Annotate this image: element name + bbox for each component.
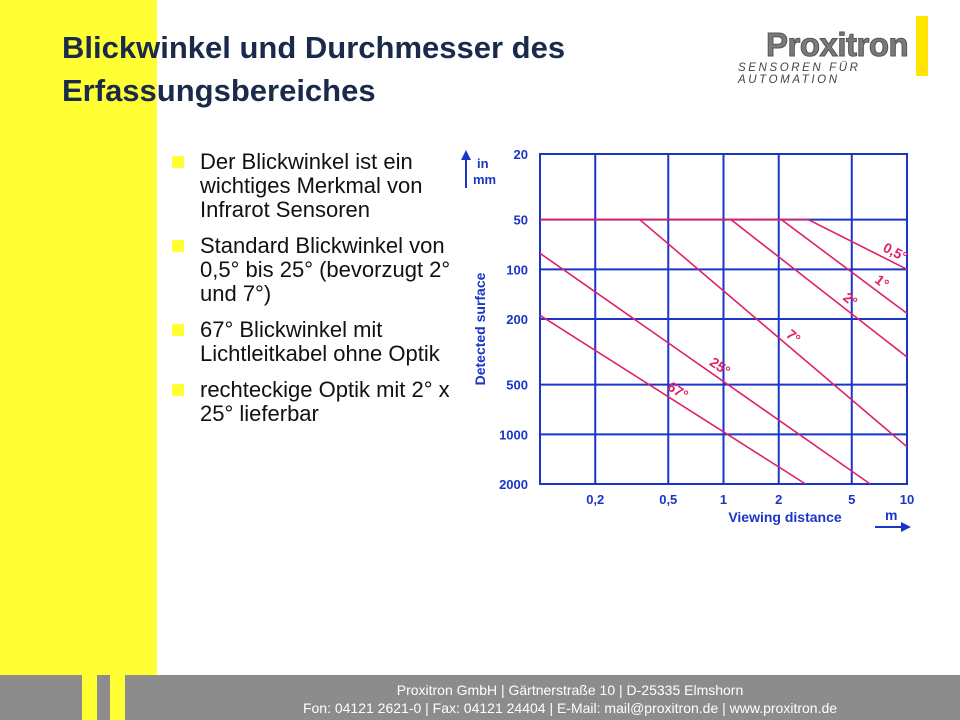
- viewing-angle-chart: [455, 140, 935, 540]
- bullet-item: [172, 150, 457, 222]
- bullet-item: [172, 378, 457, 426]
- series-line-25: [540, 253, 870, 484]
- footer-stripe: [82, 675, 97, 720]
- x-tick-label: 5: [848, 492, 856, 507]
- page-title: Blickwinkel und Durchmesser des Erfassungsbereiches: [62, 30, 566, 108]
- series-label: 67°: [664, 378, 692, 404]
- bullet-square-icon: [172, 156, 184, 168]
- series-label: 7°: [783, 325, 804, 347]
- footer-contact: Fon: 04121 2621-0 | Fax: 04121 24404 | E-Mail: mail@proxitron.de | www.proxitron.de: [302, 700, 838, 716]
- x-tick-label: 0,5: [659, 492, 678, 507]
- bullet-square-icon: [172, 384, 184, 396]
- bullet-text: Der Blickwinkel ist ein wichtiges Merkmal von Infrarot Sensoren: [200, 149, 423, 222]
- proxitron-logo: [730, 14, 952, 84]
- y-unit-label: mm: [473, 172, 497, 187]
- x-axis-title: Viewing distance: [728, 509, 842, 525]
- x-tick-label: 10: [899, 492, 915, 507]
- logo-tagline: SENSOREN FÜR AUTOMATION: [738, 62, 861, 86]
- bullet-item: [172, 234, 457, 306]
- y-tick-label: 100: [506, 262, 528, 278]
- x-unit-label: m: [885, 507, 898, 523]
- logo-wordmark: Proxitron: [766, 26, 909, 63]
- x-axis-arrowhead-icon: [901, 522, 911, 532]
- footer-stripe: [110, 675, 125, 720]
- series-label: 2°: [840, 288, 861, 310]
- bullet-item: [172, 318, 457, 366]
- x-tick-label: 1: [719, 492, 728, 507]
- footer-address: Proxitron GmbH | Gärtnerstraße 10 | D-25335 Elmshorn: [396, 682, 744, 698]
- bullet-list: [172, 150, 457, 438]
- series-line-67: [540, 315, 806, 484]
- footer: [0, 675, 960, 720]
- y-axis-arrowhead-icon: [461, 150, 471, 160]
- y-tick-label: 20: [513, 147, 528, 162]
- bullet-text: rechteckige Optik mit 2° x 25° lieferbar: [200, 377, 450, 426]
- x-tick-label: 2: [775, 492, 783, 507]
- series-label: 0,5°: [880, 239, 911, 265]
- bullet-square-icon: [172, 324, 184, 336]
- y-tick-label: 1000: [499, 427, 528, 443]
- y-axis-title: Detected surface: [472, 272, 488, 386]
- y-tick-label: 2000: [499, 477, 528, 492]
- y-tick-label: 500: [506, 377, 528, 393]
- y-tick-label: 200: [506, 312, 528, 327]
- x-tick-label: 0,2: [586, 492, 605, 507]
- bullet-text: 67° Blickwinkel mit Lichtleitkabel ohne Optik: [200, 317, 440, 366]
- series-label: 1°: [871, 271, 893, 293]
- bullet-text: Standard Blickwinkel von 0,5° bis 25° (bevorzugt 2° und 7°): [200, 233, 451, 306]
- y-unit-label: in: [477, 156, 489, 171]
- bullet-square-icon: [172, 240, 184, 252]
- series-label: 25°: [706, 353, 734, 379]
- y-tick-label: 50: [513, 212, 528, 228]
